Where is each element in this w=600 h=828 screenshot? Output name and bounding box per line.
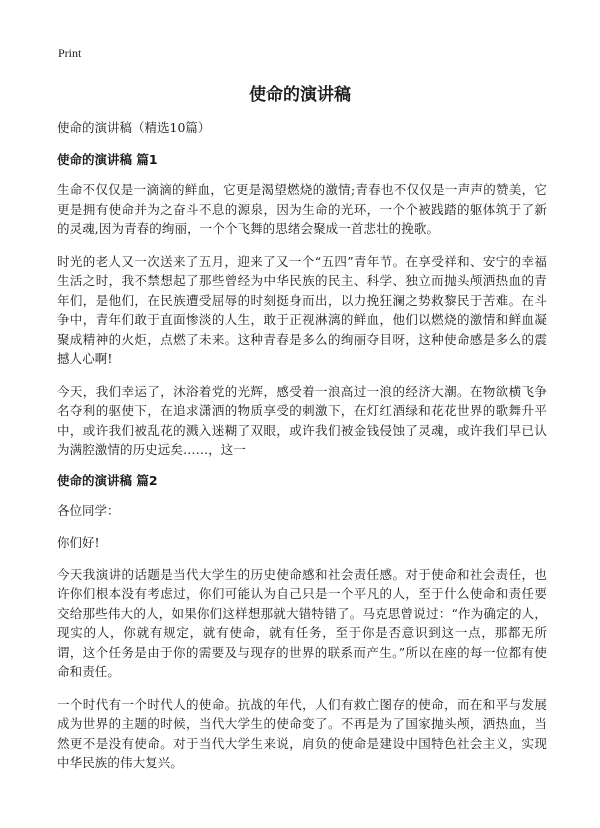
section-2-paragraph-1: 今天我演讲的话题是当代大学生的历史使命感和社会责任感。对于使命和社会责任，也许你们根本没有考虑过，你们可能认为自己只是一个平凡的人，至于什么使命和责任要交给那些伟大的人，如果你们这样想那就大错特错了。马克思曾说过：“作为确定的人，现实的人，你就有规定，就有使命，就有任务，至于你是否意识到这一点，那都无所谓，这个任务是由于你的需要及与现存的世界的联系而产生。”所以在座的每一位都有使命和责任。 [57,566,547,679]
section-heading-2: 使命的演讲稿 篇2 [57,472,158,488]
section-heading-1: 使命的演讲稿 篇1 [57,152,158,167]
greeting-line-1: 各位同学： [57,502,120,518]
print-link[interactable]: Print [58,46,82,60]
page-title: 使命的演讲稿 [249,85,351,105]
section-1-paragraph-1: 生命不仅仅是一滴滴的鲜血，它更是渴望燃烧的激情;青春也不仅仅是一声声的赞美，它更是拥有使命并为之奋斗不息的源泉，因为生命的光环，一个个被践踏的躯体筑于了新的灵魂,因为青春的绚丽，一个个飞舞的思绪会聚成一首悲壮的挽歌。 [57,182,547,236]
greeting-line-2: 你们好! [57,534,100,550]
section-1-paragraph-3: 今天，我们幸运了，沐浴着党的光辉，感受着一浪高过一浪的经济大潮。在物欲横飞争名夺利的驱使下，在追求潇洒的物质享受的刺激下，在灯红酒绿和花花世界的歌舞升平中，或许我们被乱花的溅入迷糊了双眼，或许我们被金钱侵蚀了灵魂，或许我们早已认为满腔激情的历史远矣……，这一 [57,383,547,457]
section-1-paragraph-2: 时光的老人又一次送来了五月，迎来了又一个“五四”青年节。在享受祥和、安宁的幸福生活之时，我不禁想起了那些曾经为中华民族的民主、科学、独立而抛头颅洒热血的青年们，是他们，在民族遭受屈辱的时刻挺身而出，以力挽狂澜之势救黎民于苦难。在斗争中，青年们敢于直面惨淡的人生，敢于正视淋漓的鲜血，他们以燃烧的激情和鲜血凝聚成精神的火炬，点燃了未来。这种青春是多么的绚丽夺目呀，这种使命感是多么的震撼人心啊! [57,253,547,366]
document-body [57,120,547,786]
section-2-paragraph-2: 一个时代有一个时代人的使命。抗战的年代，人们有救亡图存的使命，而在和平与发展成为世界的主题的时候，当代大学生的使命变了。不再是为了国家抛头颅，洒热血，当然更不是没有使命。对于当代大学生来说，肩负的使命是建设中国特色社会主义，实现中华民族的伟大复兴。 [57,696,547,770]
document-subtitle: 使命的演讲稿（精选10篇） [57,120,211,135]
